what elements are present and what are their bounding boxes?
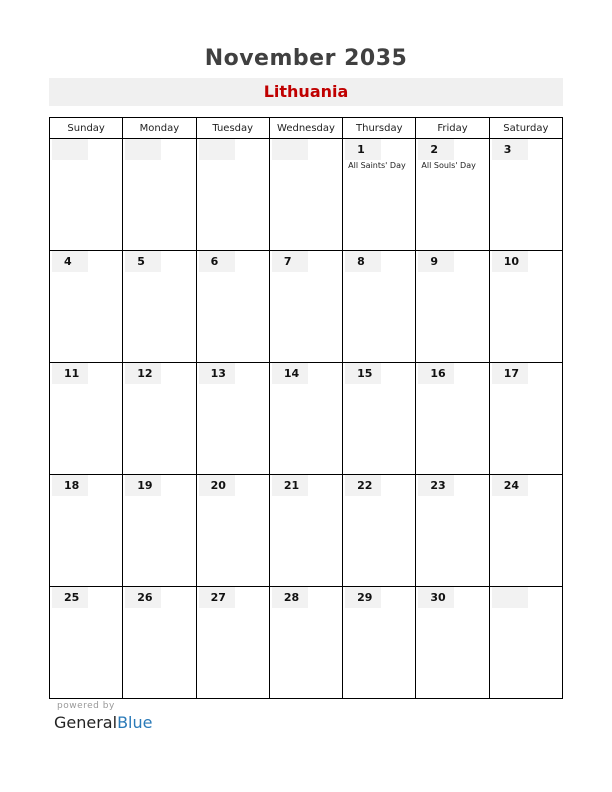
day-number: 23	[418, 475, 454, 496]
day-number: 24	[492, 475, 528, 496]
weekday-header: Tuesday	[196, 118, 269, 139]
day-cell[interactable]	[489, 251, 562, 363]
day-cell[interactable]	[50, 251, 123, 363]
day-cell[interactable]	[196, 139, 269, 251]
day-number: 30	[418, 587, 454, 608]
weekday-header: Sunday	[50, 118, 123, 139]
day-number: 27	[199, 587, 235, 608]
day-cell[interactable]	[343, 475, 416, 587]
day-number: 1	[345, 139, 381, 160]
day-cell[interactable]	[343, 587, 416, 699]
week-row	[50, 363, 563, 475]
day-cell[interactable]	[489, 139, 562, 251]
day-cell[interactable]	[489, 587, 562, 699]
day-cell[interactable]	[123, 587, 196, 699]
day-cell[interactable]	[269, 139, 342, 251]
day-number: 5	[125, 251, 161, 272]
day-cell[interactable]	[196, 363, 269, 475]
day-number: 18	[52, 475, 88, 496]
day-number: 2	[418, 139, 454, 160]
day-number: 6	[199, 251, 235, 272]
weekday-header: Saturday	[489, 118, 562, 139]
weekday-header: Friday	[416, 118, 489, 139]
day-cell[interactable]	[416, 587, 489, 699]
day-cell[interactable]	[269, 475, 342, 587]
day-number: 8	[345, 251, 381, 272]
day-number: 25	[52, 587, 88, 608]
day-number	[272, 139, 308, 160]
weekday-header: Monday	[123, 118, 196, 139]
day-cell[interactable]	[123, 475, 196, 587]
week-row	[50, 139, 563, 251]
holiday-label: All Souls' Day	[421, 161, 476, 170]
day-cell[interactable]	[489, 363, 562, 475]
weekday-header: Thursday	[343, 118, 416, 139]
powered-by-text: powered by	[57, 701, 115, 711]
day-number	[199, 139, 235, 160]
weekday-header: Wednesday	[269, 118, 342, 139]
brand-blue-text: Blue	[117, 713, 153, 732]
day-cell[interactable]	[269, 587, 342, 699]
day-number: 7	[272, 251, 308, 272]
day-cell[interactable]	[269, 251, 342, 363]
day-number: 21	[272, 475, 308, 496]
day-cell[interactable]	[50, 475, 123, 587]
day-number: 4	[52, 251, 88, 272]
brand-general-text: General	[54, 713, 118, 732]
day-cell[interactable]	[269, 363, 342, 475]
day-cell[interactable]	[196, 475, 269, 587]
day-cell[interactable]	[489, 475, 562, 587]
day-cell[interactable]	[50, 363, 123, 475]
calendar-title: November 2035	[204, 46, 408, 71]
week-row	[50, 475, 563, 587]
day-cell[interactable]	[343, 139, 416, 251]
day-number: 26	[125, 587, 161, 608]
day-number: 13	[199, 363, 235, 384]
day-cell[interactable]	[50, 587, 123, 699]
day-number: 19	[125, 475, 161, 496]
week-row	[50, 587, 563, 699]
day-cell[interactable]	[416, 475, 489, 587]
day-number: 20	[199, 475, 235, 496]
day-number: 22	[345, 475, 381, 496]
day-cell[interactable]	[123, 363, 196, 475]
day-number: 11	[52, 363, 88, 384]
day-number: 12	[125, 363, 161, 384]
day-cell[interactable]	[123, 251, 196, 363]
holiday-label: All Saints' Day	[348, 161, 406, 170]
day-number: 10	[492, 251, 528, 272]
week-row	[50, 251, 563, 363]
day-number	[52, 139, 88, 160]
day-cell[interactable]	[123, 139, 196, 251]
country-label: Lithuania	[49, 78, 563, 106]
day-number: 9	[418, 251, 454, 272]
day-cell[interactable]	[196, 587, 269, 699]
day-cell[interactable]	[416, 251, 489, 363]
day-cell[interactable]	[50, 139, 123, 251]
day-cell[interactable]	[343, 363, 416, 475]
weekday-header-row	[50, 118, 563, 139]
day-number: 17	[492, 363, 528, 384]
day-cell[interactable]	[416, 139, 489, 251]
day-cell[interactable]	[343, 251, 416, 363]
day-number: 29	[345, 587, 381, 608]
day-number: 3	[492, 139, 528, 160]
day-number	[125, 139, 161, 160]
day-cell[interactable]	[416, 363, 489, 475]
day-number: 15	[345, 363, 381, 384]
day-number: 28	[272, 587, 308, 608]
calendar-grid	[49, 117, 563, 699]
day-number	[492, 587, 528, 608]
generalblue-logo[interactable]	[54, 713, 152, 732]
day-number: 14	[272, 363, 308, 384]
day-number: 16	[418, 363, 454, 384]
day-cell[interactable]	[196, 251, 269, 363]
